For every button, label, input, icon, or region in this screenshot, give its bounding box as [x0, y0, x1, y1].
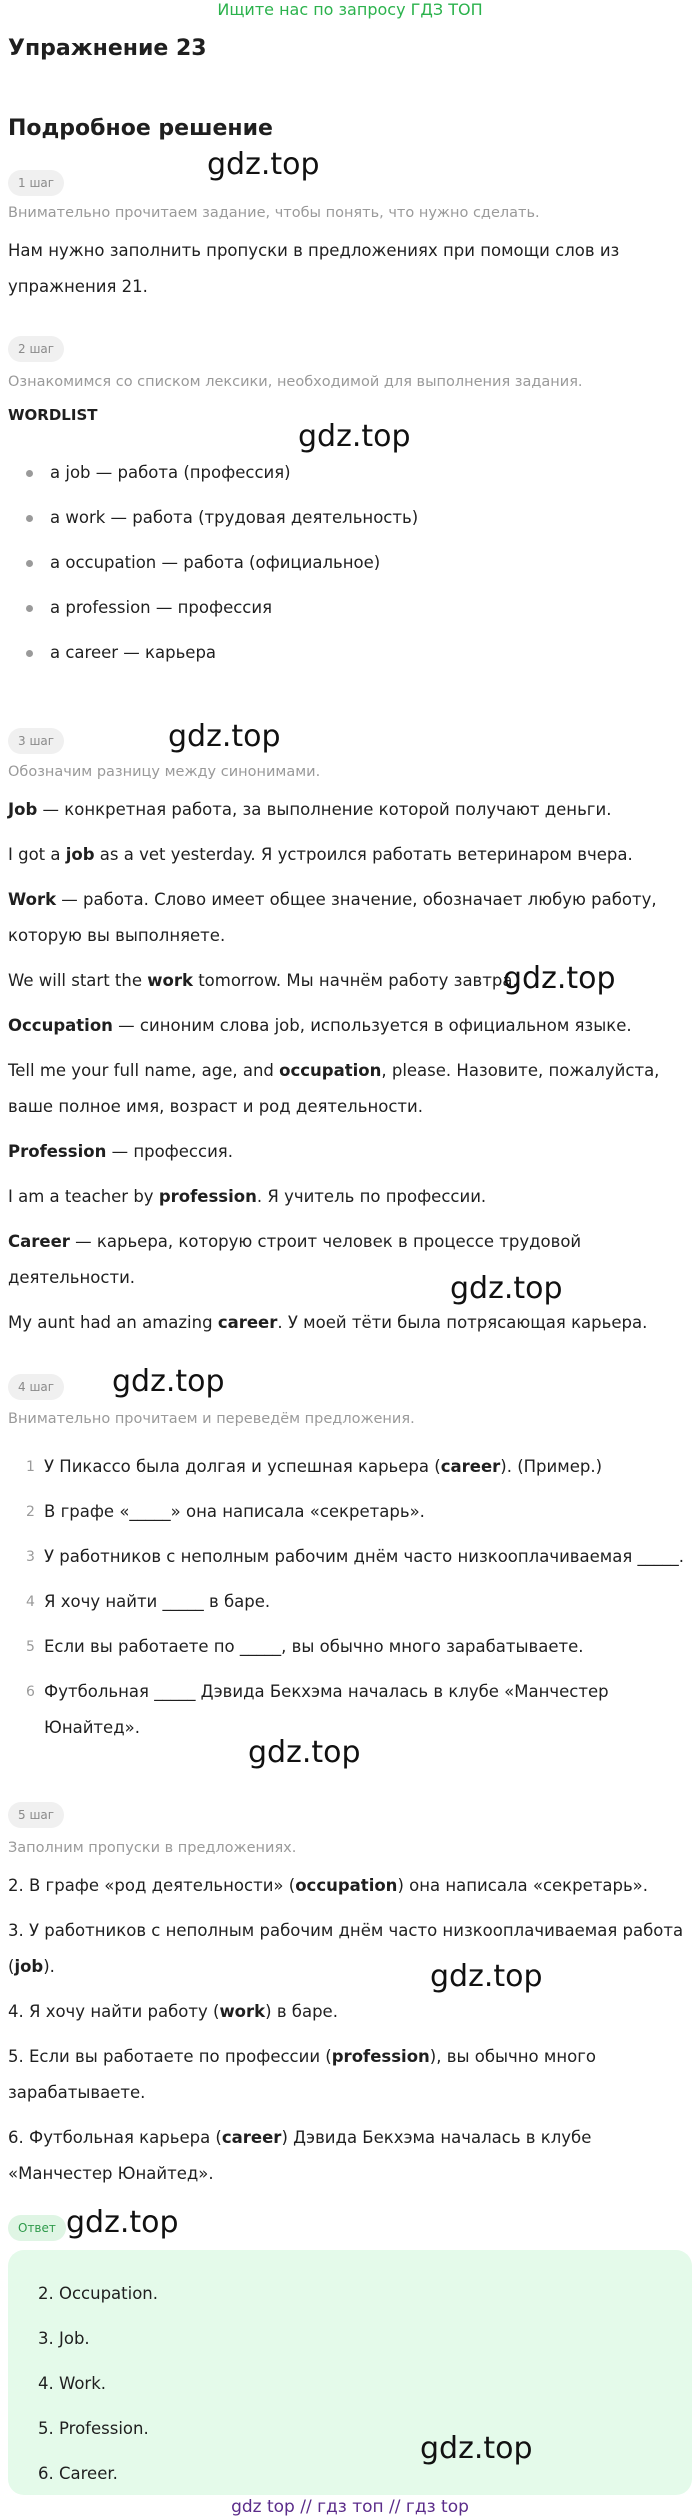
synonym-example	[8, 1179, 688, 1215]
synonym-example	[8, 1053, 688, 1125]
answer-item: 5. Profession.	[38, 2419, 149, 2438]
step-2-badge: 2 шаг	[8, 336, 64, 362]
exercise-sentence: В графе «_____» она написала «секретарь».	[44, 1502, 425, 1521]
synonym-note	[8, 882, 688, 954]
watermark: gdz.top	[248, 1735, 361, 1770]
text-fragment: Tell me your full name, age, and	[8, 1061, 280, 1080]
step-1-text: Нам нужно заполнить пропуски в предложениях при помощи слов из упражнения 21.	[8, 241, 620, 296]
keyword: occupation	[279, 1061, 382, 1080]
footer-links[interactable]: gdz top // гдз топ // гдз top	[231, 2497, 469, 2517]
synonym-example	[8, 1305, 688, 1341]
filled-sentence	[8, 1994, 688, 2030]
bullet-icon	[26, 515, 33, 522]
text-fragment: — карьера, которую строит человек в процессе трудовой деятельности.	[8, 1232, 582, 1287]
keyword: career	[440, 1457, 501, 1476]
step-4-hint: Внимательно прочитаем и переведём предложения.	[8, 1411, 415, 1427]
text-fragment: ) Дэвида Бекхэма началась в клубе «Манчестер Юнайтед».	[8, 2128, 592, 2183]
keyword: Job	[8, 800, 38, 819]
text-fragment: We will start the	[8, 971, 148, 990]
synonym-example	[8, 837, 688, 873]
exercise-sentence	[44, 1449, 684, 1485]
text-fragment: My aunt had an amazing	[8, 1313, 218, 1332]
watermark: gdz.top	[450, 1271, 563, 1306]
item-number: 2	[26, 1504, 35, 1520]
text-fragment: 2. В графе «род деятельности» (	[8, 1876, 296, 1895]
text-fragment: I am a teacher by	[8, 1187, 159, 1206]
keyword: work	[219, 2002, 266, 2021]
text-fragment: — конкретная работа, за выполнение которой получают деньги.	[37, 800, 612, 819]
keyword: profession	[331, 2047, 430, 2066]
text-fragment: 6. Футбольная карьера (	[8, 2128, 222, 2147]
text-fragment: — профессия.	[106, 1142, 233, 1161]
filled-sentence	[8, 1913, 688, 1985]
watermark: gdz.top	[298, 419, 411, 454]
exercise-sentence: Я хочу найти _____ в баре.	[44, 1592, 271, 1611]
watermark: gdz.top	[430, 1959, 543, 1994]
item-number: 5	[26, 1639, 35, 1655]
bullet-icon	[26, 470, 33, 477]
wordlist-item: a occupation — работа (официальное)	[50, 553, 381, 572]
watermark: gdz.top	[66, 2205, 179, 2240]
text-fragment: ).	[43, 1957, 55, 1976]
text-fragment: . Я учитель по профессии.	[256, 1187, 487, 1206]
text-fragment: I got a	[8, 845, 66, 864]
filled-sentence	[8, 2120, 688, 2192]
wordlist-item: a profession — профессия	[50, 598, 273, 617]
keyword: work	[147, 971, 193, 990]
step-5-badge: 5 шаг	[8, 1802, 64, 1828]
filled-sentence	[8, 2039, 688, 2111]
step-3-hint: Обозначим разницу между синонимами.	[8, 764, 321, 780]
keyword: profession	[158, 1187, 257, 1206]
keyword: Career	[8, 1232, 70, 1251]
step-1-badge: 1 шаг	[8, 170, 64, 196]
bullet-icon	[26, 605, 33, 612]
text-fragment: ), вы обычно много зарабатываете.	[8, 2047, 596, 2102]
exercise-sentence: У работников с неполным рабочим днём часто низкооплачиваемая _____.	[44, 1547, 685, 1566]
item-number: 3	[26, 1549, 35, 1565]
text-fragment: tomorrow. Мы начнём работу завтра.	[192, 971, 518, 990]
text-fragment: ) в баре.	[265, 2002, 338, 2021]
step-1-hint: Внимательно прочитаем задание, чтобы понять, что нужно сделать.	[8, 205, 540, 221]
text-fragment: . У моей тёти была потрясающая карьера.	[277, 1313, 648, 1332]
wordlist-item: a work — работа (трудовая деятельность)	[50, 508, 419, 527]
step-4-badge: 4 шаг	[8, 1374, 64, 1400]
top-search-hint[interactable]: Ищите нас по запросу ГДЗ ТОП	[217, 0, 483, 19]
watermark: gdz.top	[112, 1364, 225, 1399]
keyword: career	[217, 1313, 278, 1332]
answer-item: 6. Career.	[38, 2464, 118, 2483]
watermark: gdz.top	[168, 719, 281, 754]
text-fragment: as a vet yesterday. Я устроился работать ветеринаром вчера.	[94, 845, 633, 864]
synonym-note	[8, 792, 688, 828]
wordlist-item: a career — карьера	[50, 643, 217, 662]
filled-sentence	[8, 1868, 688, 1904]
answer-item: 2. Occupation.	[38, 2284, 159, 2303]
text-fragment: ) она написала «секретарь».	[397, 1876, 649, 1895]
keyword: job	[14, 1957, 44, 1976]
wordlist-title: WORDLIST	[8, 406, 98, 424]
text-fragment: 3. У работников с неполным рабочим днём часто низкооплачиваемая работа (	[8, 1921, 684, 1976]
text-fragment: 5. Если вы работаете по профессии (	[8, 2047, 332, 2066]
text-fragment: У Пикассо была долгая и успешная карьера (	[44, 1457, 441, 1476]
solution-heading: Подробное решение	[8, 116, 273, 141]
page-title: Упражнение 23	[8, 36, 207, 61]
synonym-note	[8, 1134, 688, 1170]
exercise-sentence: Футбольная _____ Дэвида Бекхэма началась в клубе «Манчестер Юнайтед».	[44, 1682, 609, 1737]
keyword: Profession	[8, 1142, 107, 1161]
text-fragment: — работа. Слово имеет общее значение, обозначает любую работу, которую вы выполняете.	[8, 890, 657, 945]
step-2-hint: Ознакомимся со списком лексики, необходимой для выполнения задания.	[8, 374, 583, 390]
text-fragment: — синоним слова job, используется в официальном языке.	[112, 1016, 632, 1035]
keyword: occupation	[295, 1876, 398, 1895]
item-number: 4	[26, 1594, 35, 1610]
watermark: gdz.top	[207, 147, 320, 182]
answer-badge: Ответ	[8, 2215, 66, 2241]
answer-item: 3. Job.	[38, 2329, 90, 2348]
keyword: Work	[8, 890, 57, 909]
step-5-hint: Заполним пропуски в предложениях.	[8, 1840, 297, 1856]
watermark: gdz.top	[503, 961, 616, 996]
answer-item: 4. Work.	[38, 2374, 107, 2393]
synonym-note	[8, 1224, 688, 1296]
bullet-icon	[26, 650, 33, 657]
answer-box	[8, 2250, 692, 2495]
text-fragment: ). (Пример.)	[500, 1457, 603, 1476]
keyword: job	[65, 845, 95, 864]
keyword: Occupation	[8, 1016, 113, 1035]
synonym-note	[8, 1008, 688, 1044]
text-fragment: 4. Я хочу найти работу (	[8, 2002, 220, 2021]
item-number: 1	[26, 1459, 35, 1475]
exercise-sentence: Если вы работаете по _____, вы обычно много зарабатываете.	[44, 1637, 584, 1656]
item-number: 6	[26, 1684, 35, 1700]
text-fragment: , please. Назовите, пожалуйста, ваше полное имя, возраст и род деятельности.	[8, 1061, 660, 1116]
wordlist-item: a job — работа (профессия)	[50, 463, 291, 482]
step-3-badge: 3 шаг	[8, 728, 64, 754]
keyword: career	[221, 2128, 282, 2147]
watermark: gdz.top	[420, 2431, 533, 2466]
bullet-icon	[26, 560, 33, 567]
